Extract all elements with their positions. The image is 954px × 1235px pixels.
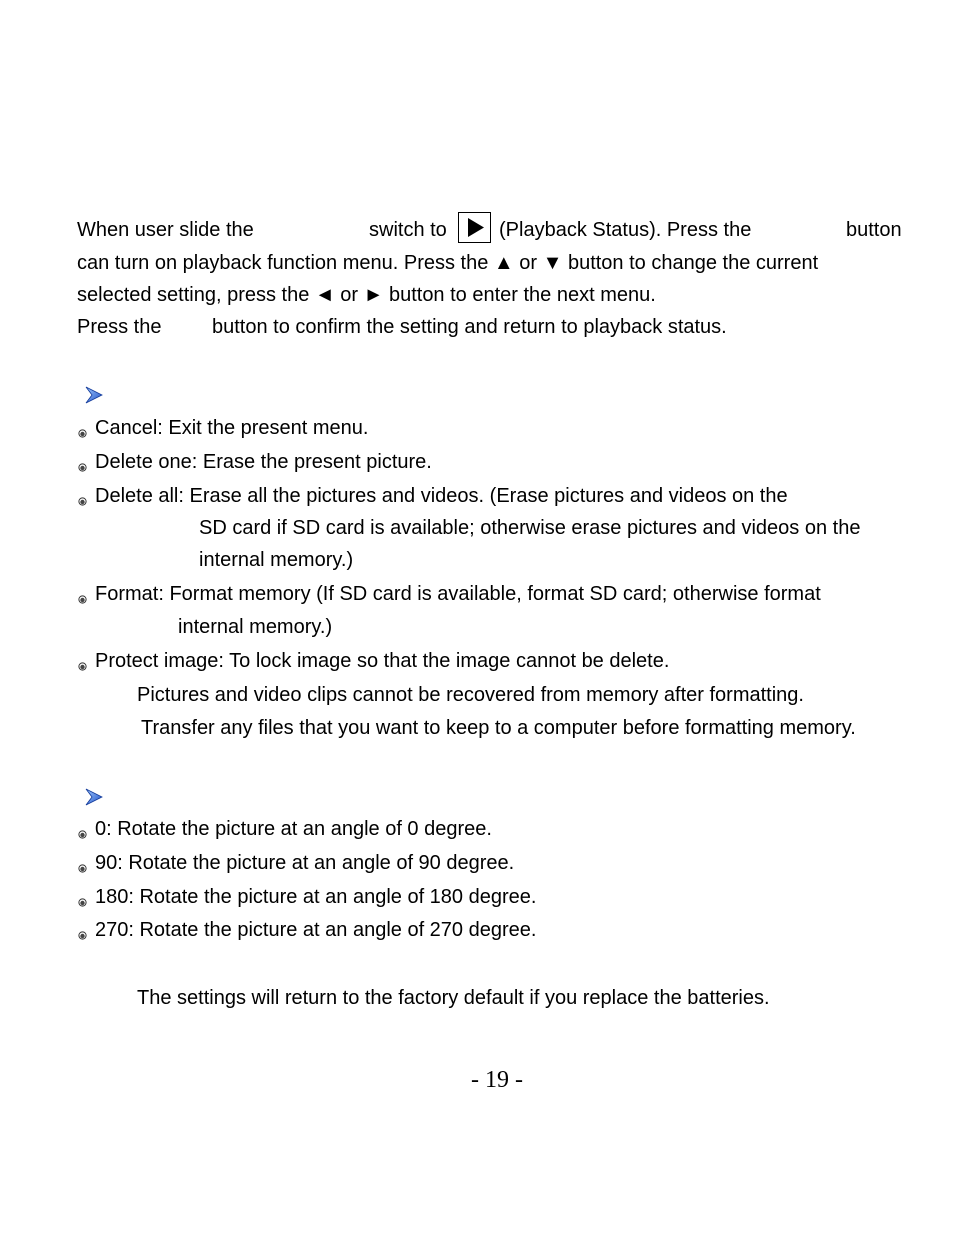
chevron-right-icon bbox=[84, 787, 104, 807]
list-item: 90: Rotate the picture at an angle of 90 degree. bbox=[95, 852, 515, 874]
bullet-icon bbox=[78, 595, 87, 604]
bullet-icon bbox=[78, 463, 87, 472]
bullet-icon bbox=[78, 931, 87, 940]
intro-line-2: can turn on playback function menu. Press the ▲ or ▼ button to change the current bbox=[77, 252, 819, 274]
list-item-continuation: internal memory.) bbox=[178, 616, 333, 638]
bullet-icon bbox=[78, 429, 87, 438]
bullet-icon bbox=[78, 898, 87, 907]
list-item: Protect image: To lock image so that the image cannot be delete. bbox=[95, 650, 670, 672]
intro-line-4a: Press the bbox=[77, 316, 162, 338]
chevron-right-icon bbox=[84, 385, 104, 405]
intro-line-4b: button to confirm the setting and return to playback status. bbox=[212, 316, 727, 338]
footer-note: The settings will return to the factory default if you replace the batteries. bbox=[137, 987, 770, 1009]
intro-line-1b: switch to bbox=[369, 219, 447, 241]
list-item: Delete one: Erase the present picture. bbox=[95, 451, 432, 473]
list-item: Cancel: Exit the present menu. bbox=[95, 417, 369, 439]
note-text: Transfer any files that you want to keep to a computer before formatting memory. bbox=[141, 717, 856, 739]
play-icon bbox=[458, 212, 491, 243]
page-number: - 19 - bbox=[471, 1067, 523, 1093]
intro-line-3: selected setting, press the ◄ or ► button to enter the next menu. bbox=[77, 284, 656, 306]
list-item-continuation: SD card if SD card is available; otherwise erase pictures and videos on the bbox=[199, 517, 861, 539]
note-text: Pictures and video clips cannot be recovered from memory after formatting. bbox=[137, 684, 804, 706]
list-item: Delete all: Erase all the pictures and videos. (Erase pictures and videos on the bbox=[95, 485, 788, 507]
bullet-icon bbox=[78, 864, 87, 873]
intro-line-1a: When user slide the bbox=[77, 219, 254, 241]
list-item: 270: Rotate the picture at an angle of 270 degree. bbox=[95, 919, 537, 941]
bullet-icon bbox=[78, 662, 87, 671]
intro-line-1d: button bbox=[846, 219, 902, 241]
bullet-icon bbox=[78, 830, 87, 839]
list-item: 0: Rotate the picture at an angle of 0 degree. bbox=[95, 818, 492, 840]
list-item-continuation: internal memory.) bbox=[199, 549, 354, 571]
list-item: 180: Rotate the picture at an angle of 180 degree. bbox=[95, 886, 537, 908]
intro-line-1c: (Playback Status). Press the bbox=[499, 219, 752, 241]
bullet-icon bbox=[78, 497, 87, 506]
list-item: Format: Format memory (If SD card is available, format SD card; otherwise format bbox=[95, 583, 821, 605]
